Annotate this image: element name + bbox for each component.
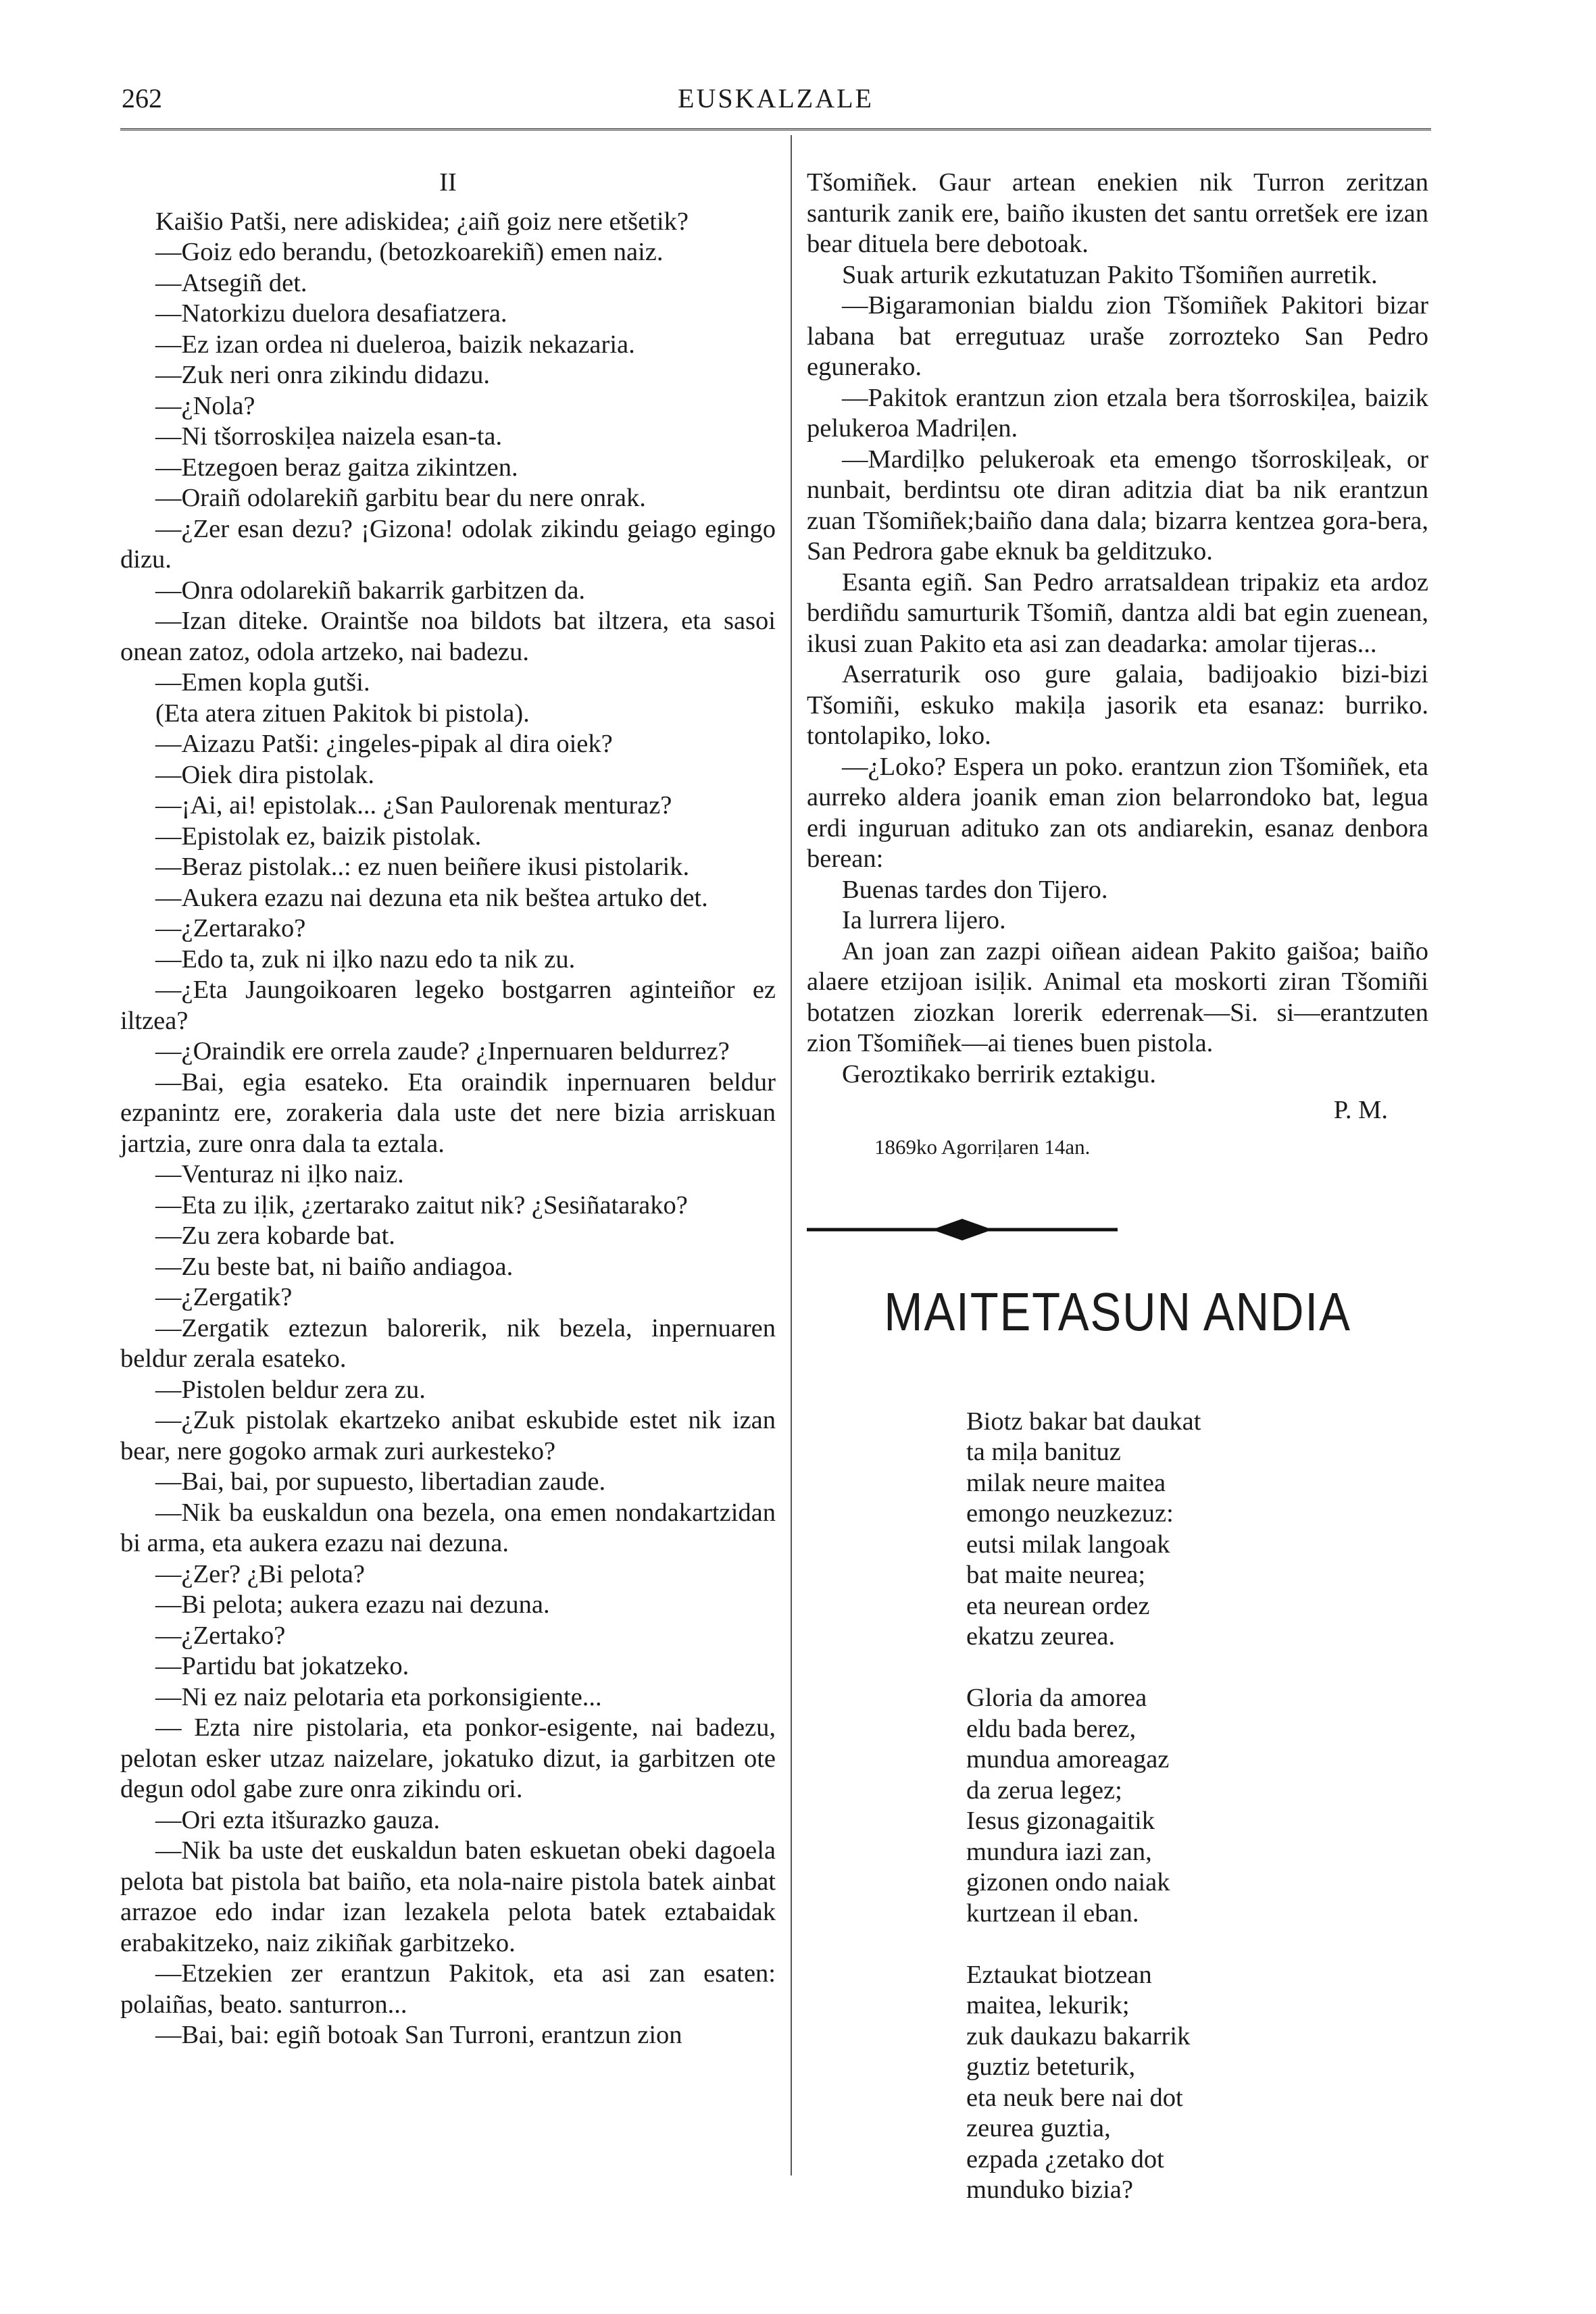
paragraph: —¿Zer? ¿Bi pelota?	[155, 1559, 365, 1588]
paragraph: —¿Loko? Espera un poko. erantzun zion Tšomiñek, eta aurreko aldera joanik eman zion belarrondoko bat, legua erdi inguruan adituko zan ots andiarekin, esanaz denbora berean:	[807, 752, 1428, 873]
paragraph: —Zu zera kobarde bat.	[155, 1222, 395, 1250]
paragraph: —Aukera ezazu nai dezuna eta nik beštea artuko det.	[155, 883, 708, 912]
paragraph: —Venturaz ni iḷko naiz.	[155, 1160, 404, 1188]
paragraph: Kaišio Patši, nere adiskidea; ¿aiñ goiz nere etšetik?	[155, 207, 689, 236]
section-number: II	[439, 168, 457, 197]
poem-line: emongo neuzkezuz:	[966, 1499, 1174, 1528]
paragraph: —Edo ta, zuk ni iḷko nazu edo ta nik zu.	[155, 945, 576, 974]
paragraph: —Bi pelota; aukera ezazu nai dezuna.	[155, 1590, 550, 1619]
poem-line: zuk daukazu bakarrik	[966, 2021, 1191, 2051]
signature: P. M.	[1333, 1096, 1388, 1124]
paragraph: —Aizazu Patši: ¿ingeles-pipak al dira oiek?	[155, 730, 613, 758]
running-title: EUSKALZALE	[678, 83, 874, 114]
paragraph: —¿Zuk pistolak ekartzeko anibat eskubide estet nik izan bear, nere gogoko armak zuri aurkesteko?	[120, 1406, 776, 1465]
poem-line: bat maite neurea;	[966, 1561, 1146, 1589]
ornament-divider	[807, 1215, 1118, 1244]
paragraph: An joan zan zazpi oiñean aidean Pakito gaišoa; baiño alaere etzijoan isiḷik. Animal eta moskorti ziran Tšomiñi botatzen ziozkan lorerik ederrenak—Si. si—erantzuten zion Tšomiñek—ai tienes buen pistola.	[807, 936, 1428, 1057]
poem-line: mundua amoreagaz	[966, 1745, 1170, 1774]
paragraph: —Emen kopla gutši.	[155, 668, 370, 697]
paragraph: —Ez izan ordea ni dueleroa, baizik nekazaria.	[155, 330, 635, 359]
poem-line: eta neuk bere nai dot	[966, 2083, 1183, 2112]
poem-line: kurtzean il eban.	[966, 1898, 1139, 1928]
paragraph: —¿Zergatik?	[155, 1283, 293, 1311]
left-paragraphs	[120, 207, 776, 2051]
poem-line: Gloria da amorea	[966, 1684, 1147, 1712]
paragraph: —¿Eta Jaungoikoaren legeko bostgarren aginteiñor ez iltzea?	[120, 976, 776, 1035]
poem-line: ta miḷa banituz	[966, 1438, 1121, 1466]
paragraph: —Natorkizu duelora desafiatzera.	[155, 299, 507, 328]
poem-line: guztiz beteturik,	[966, 2053, 1136, 2081]
page-number: 262	[122, 83, 162, 114]
poem-line: da zerua legez;	[966, 1776, 1122, 1805]
right-paragraphs	[807, 168, 1428, 1090]
poem-line: zeurea guztia,	[966, 2114, 1111, 2142]
poem-title: MAITETASUN ANDIA	[884, 1281, 1351, 1342]
poem-line: maitea, lekurik;	[966, 1991, 1130, 2019]
page-header	[120, 74, 1431, 130]
paragraph: —Oiek dira pistolak.	[155, 760, 374, 789]
poem-line: ekatzu zeurea.	[966, 1622, 1116, 1651]
poem-stanza	[966, 1683, 1428, 1929]
paragraph: —Pistolen beldur zera zu.	[155, 1375, 426, 1404]
paragraph: —Zergatik eztezun balorerik, nik bezela, inpernuaren beldur zerala esateko.	[120, 1313, 776, 1373]
paragraph: Ia lurrera lijero.	[842, 906, 1006, 934]
poem-line: eldu bada berez,	[966, 1714, 1137, 1743]
paragraph: Buenas tardes don Tijero.	[842, 875, 1108, 904]
paragraph: —¿Zer esan dezu? ¡Gizona! odolak zikindu geiago egingo dizu.	[120, 514, 776, 574]
paragraph: —Onra odolarekiñ bakarrik garbitzen da.	[155, 576, 586, 605]
paragraph: —Nik ba uste det euskaldun baten eskuetan obeki dagoela pelota bat pistola bat baiño, eta nola-naire pistola batek ainbat arrazoe edo indar izan lezakela pelota batek eztabaidak erabakitzeko, naiz zikiñak garbitzeko.	[120, 1836, 776, 1957]
dateline: 1869ko Agorriḷaren 14an.	[874, 1134, 1091, 1159]
paragraph: —Epistolak ez, baizik pistolak.	[155, 822, 482, 851]
poem-line: milak neure maitea	[966, 1468, 1166, 1497]
poem-line: Biotz bakar bat daukat	[966, 1407, 1201, 1436]
paragraph: —Pakitok erantzun zion etzala bera tšorroskiḷea, baizik pelukeroa Madriḷen.	[807, 383, 1428, 443]
paragraph: —¿Zertarako?	[155, 914, 306, 942]
left-column	[120, 168, 776, 2051]
right-column	[807, 168, 1428, 2236]
paragraph: —Eta zu iḷik, ¿zertarako zaitut nik? ¿Sesiñatarako?	[155, 1190, 688, 1219]
paragraph: —Goiz edo berandu, (betozkoarekiñ) emen naiz.	[155, 238, 664, 266]
poem-line: Iesus gizonagaitik	[966, 1807, 1155, 1835]
poem-stanza	[966, 1960, 1428, 2206]
paragraph: —Ni tšorroskiḷea naizela esan-ta.	[155, 422, 503, 451]
poem-line: munduko bizia?	[966, 2175, 1133, 2204]
paragraph: (Eta atera zituen Pakitok bi pistola).	[155, 699, 530, 728]
paragraph: —Zu beste bat, ni baiño andiagoa.	[155, 1252, 514, 1281]
paragraph: Suak arturik ezkutatuzan Pakito Tšomiñen aurretik.	[842, 260, 1378, 289]
paragraph: Tšomiñek. Gaur artean enekien nik Turron zeritzan santurik zanik ere, baiño ikusten det santu orretšek ere izan bear dituela bere debotoak.	[807, 168, 1428, 258]
paragraph: —¿Nola?	[155, 391, 255, 420]
poem-line: eutsi milak langoak	[966, 1530, 1170, 1559]
paragraph: —Zuk neri onra zikindu didazu.	[155, 361, 491, 389]
paragraph: —Etzekien zer erantzun Pakitok, eta asi zan esaten: polaiñas, beato. santurron...	[120, 1959, 776, 2019]
poem-line: gizonen ondo naiak	[966, 1868, 1170, 1896]
paragraph: —Atsegiñ det.	[155, 268, 307, 297]
poem-line: eta neurean ordez	[966, 1591, 1150, 1620]
paragraph: —Bai, bai, por supuesto, libertadian zaude.	[155, 1467, 606, 1496]
paragraph: —Izan diteke. Oraintše noa bildots bat iltzera, eta sasoi onean zatoz, odola artzeko, nai badezu.	[120, 607, 776, 666]
poem-line: ezpada ¿zetako dot	[966, 2144, 1164, 2173]
paragraph: —Bai, egia esateko. Eta oraindik inpernuaren beldur ezpanintz ere, zorakeria dala uste det nere bizia arriskuan jartzia, zure onra dala ta eztala.	[120, 1067, 776, 1158]
paragraph: —¿Zertako?	[155, 1621, 286, 1650]
paragraph: —Etzegoen beraz gaitza zikintzen.	[155, 453, 518, 482]
poem-line: mundura iazi zan,	[966, 1837, 1152, 1866]
paragraph: Geroztikako berririk eztakigu.	[842, 1059, 1157, 1088]
paragraph: — Ezta nire pistolaria, eta ponkor-esigente, nai badezu, pelotan esker utzaz naizelare, jokatuko dizut, ia garbitzen ote degun odol gabe zure onra zikindu ori.	[120, 1713, 776, 1803]
column-divider	[791, 135, 792, 2175]
paragraph: —Nik ba euskaldun ona bezela, ona emen nondakartzidan bi arma, eta aukera ezazu nai dezuna.	[120, 1498, 776, 1557]
paragraph: —Ni ez naiz pelotaria eta porkonsigiente...	[155, 1682, 602, 1711]
paragraph: —Bai, bai: egiñ botoak San Turroni, erantzun zion	[155, 2021, 682, 2049]
poem-line: Eztaukat biotzean	[966, 1960, 1152, 1989]
paragraph: —Mardiḷko pelukeroak eta emengo tšorroskiḷeak, or nunbait, berdintsu ote diran aditzia diat ba nik erantzun zuan Tšomiñek;baiño dana dala; bizarra kentzea gora-bera, San Pedrora gabe eknuk ba gelditzuko.	[807, 445, 1428, 565]
paragraph: Esanta egiñ. San Pedro arratsaldean tripakiz eta ardoz berdiñdu samurturik Tšomiñ, dantza aldi bat egin zuenean, ikusi zuan Pakito eta asi zan deadarka: amolar tijeras...	[807, 568, 1428, 658]
paragraph: —¿Oraindik ere orrela zaude? ¿Inpernuaren beldurrez?	[155, 1037, 730, 1065]
paragraph: —Beraz pistolak..: ez nuen beiñere ikusi pistolarik.	[155, 853, 690, 881]
paragraph: —¡Ai, ai! epistolak... ¿San Paulorenak menturaz?	[155, 791, 672, 820]
poem-stanza	[966, 1407, 1428, 1653]
paragraph: Aserraturik oso gure galaia, badijoakio bizi-bizi Tšomiñi, eskuko makiḷa jasorik eta esanaz: burriko. tontolapiko, loko.	[807, 660, 1428, 750]
paragraph: —Partidu bat jokatzeko.	[155, 1652, 409, 1680]
poem	[966, 1407, 1428, 2206]
paragraph: —Oraiñ odolarekiñ garbitu bear du nere onrak.	[155, 484, 646, 512]
paragraph: —Ori ezta itšurazko gauza.	[155, 1805, 441, 1834]
paragraph: —Bigaramonian bialdu zion Tšomiñek Pakitori bizar labana bat erregutuaz uraše zorrozteko San Pedro egunerako.	[807, 291, 1428, 381]
